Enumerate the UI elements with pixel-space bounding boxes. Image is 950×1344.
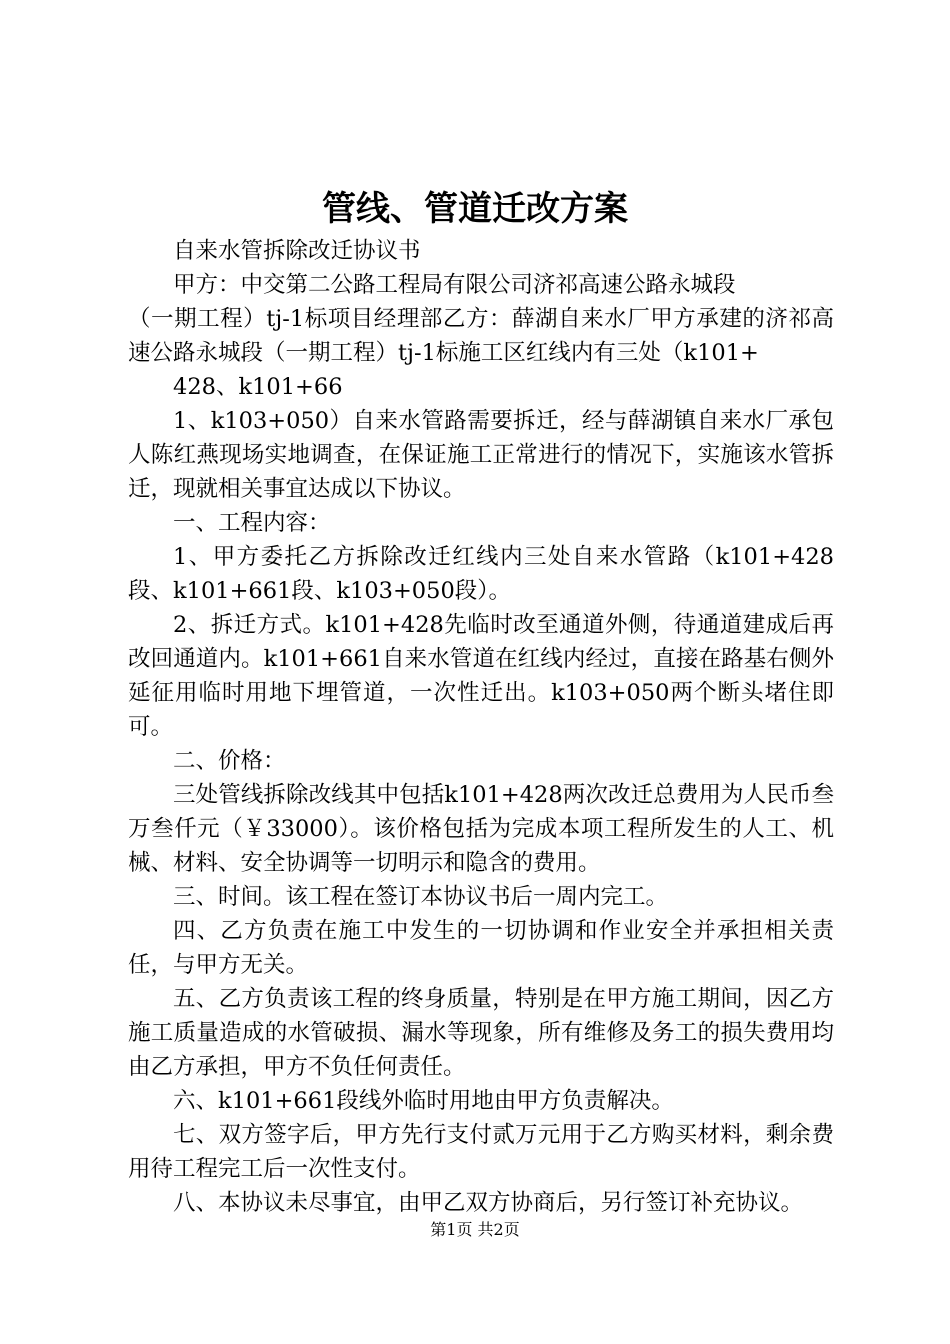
section-heading-work-content: 一、工程内容：	[173, 510, 331, 536]
paragraph-party-b: （一期工程）tj-1标项目经理部乙方：薛湖自来水厂甲方承建的济祁高速公路永城段（一期工程）tj-1标施工区红线内有三处（k101+	[128, 306, 834, 366]
paragraph-quality: 五、乙方负责该工程的终身质量，特别是在甲方施工期间，因乙方施工质量造成的水管破损、漏水等现象，所有维修及务工的损失费用均由乙方承担，甲方不负任何责任。	[128, 986, 834, 1080]
paragraph-time: 三、时间。该工程在签订本协议书后一周内完工。	[173, 884, 669, 910]
section-heading-price: 二、价格：	[173, 748, 286, 774]
paragraph-price: 三处管线拆除改线其中包括k101+428两次改迁总费用为人民币叁万叁仟元（￥33000）。该价格包括为完成本项工程所发生的人工、机械、材料、安全协调等一切明示和隐含的费用。	[128, 782, 834, 876]
paragraph-background: 1、k103+050）自来水管路需要拆迁，经与薛湖镇自来水厂承包人陈红燕现场实地调查，在保证施工正常进行的情况下，实施该水管拆迁，现就相关事宜达成以下协议。	[128, 408, 834, 502]
page-footer: 第1页 共2页	[430, 1220, 520, 1239]
paragraph-supplement: 八、本协议未尽事宜，由甲乙双方协商后，另行签订补充协议。	[173, 1190, 804, 1216]
paragraph-work-item-1: 1、甲方委托乙方拆除改迁红线内三处自来水管路（k101+428段、k101+661段、k103+050段）。	[128, 544, 834, 604]
document-title: 管线、管道迁改方案	[322, 189, 628, 229]
paragraph-temporary-land: 六、k101+661段线外临时用地由甲方负责解决。	[173, 1088, 674, 1114]
paragraph-party-a: 甲方：中交第二公路工程局有限公司济祁高速公路永城段	[173, 272, 736, 298]
document-body	[128, 234, 834, 1220]
paragraph-work-item-2: 2、拆迁方式。k101+428先临时改至通道外侧，待通道建成后再改回通道内。k101+661自来水管道在红线内经过，直接在路基右侧外延征用临时用地下埋管道，一次性迁出。k103+050两个断头堵住即可。	[128, 612, 834, 740]
paragraph-responsibility: 四、乙方负责在施工中发生的一切协调和作业安全并承担相关责任，与甲方无关。	[128, 918, 834, 978]
paragraph-location-fragment: 428、k101+66	[173, 374, 343, 400]
paragraph-payment: 七、双方签字后，甲方先行支付贰万元用于乙方购买材料，剩余费用待工程完工后一次性支付。	[128, 1122, 834, 1182]
paragraph-agreement-name: 自来水管拆除改迁协议书	[173, 238, 421, 264]
